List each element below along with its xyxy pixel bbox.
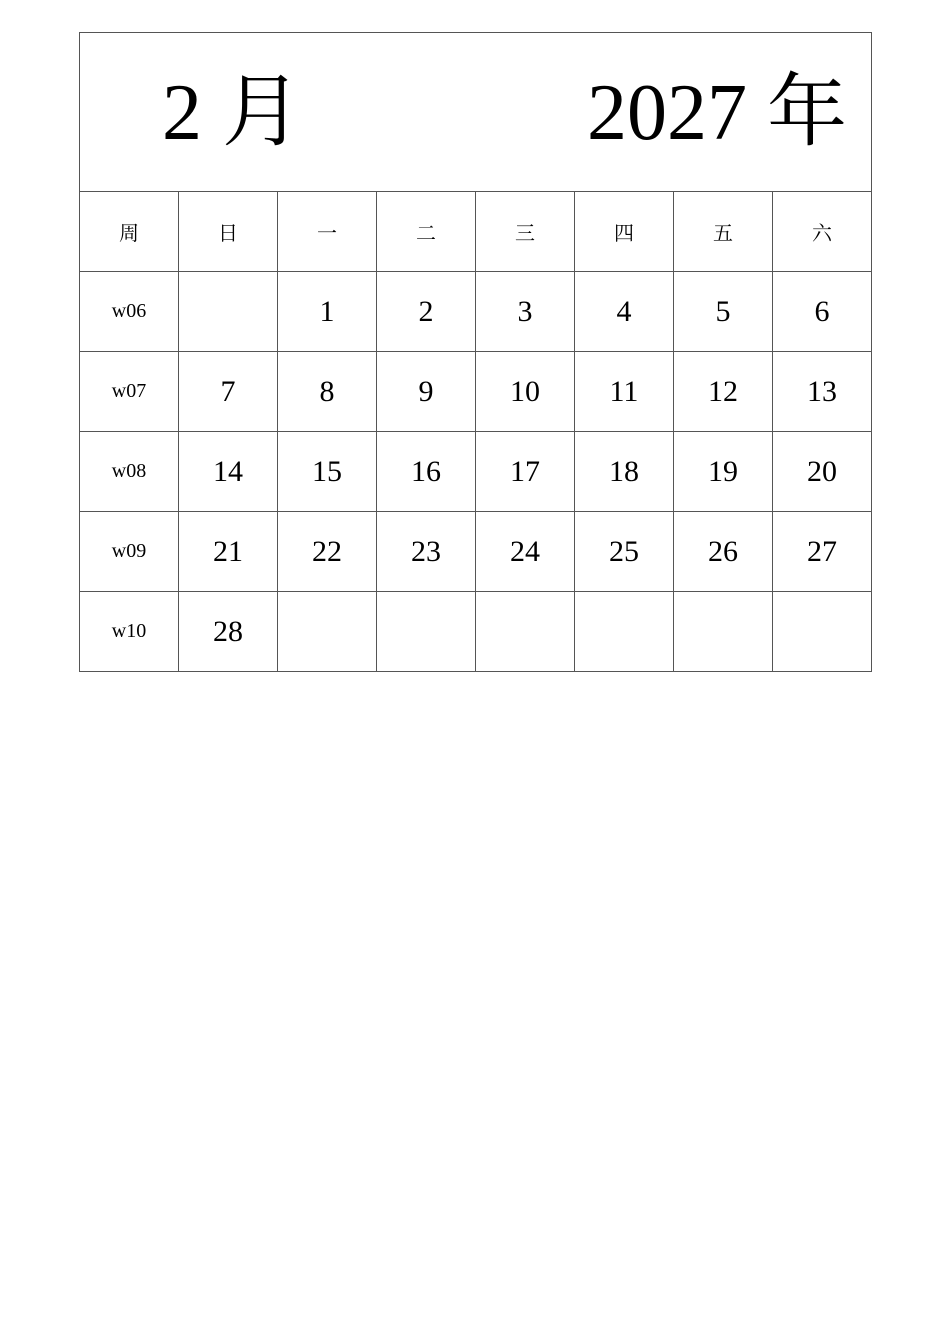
day-cell: 21	[179, 512, 278, 592]
day-cell: 1	[278, 272, 377, 352]
day-cell: 12	[674, 352, 773, 432]
day-cell: 8	[278, 352, 377, 432]
calendar-header	[80, 33, 872, 192]
day-cell	[476, 592, 575, 672]
day-cell: 14	[179, 432, 278, 512]
day-cell: 25	[575, 512, 674, 592]
day-cell: 10	[476, 352, 575, 432]
day-cell: 22	[278, 512, 377, 592]
day-cell: 9	[377, 352, 476, 432]
day-cell	[377, 592, 476, 672]
day-cell	[773, 592, 872, 672]
week-number: w08	[80, 432, 179, 512]
week-row	[80, 432, 872, 512]
day-cell: 5	[674, 272, 773, 352]
day-cell: 24	[476, 512, 575, 592]
day-cell: 19	[674, 432, 773, 512]
weekday-header-monday: 一	[278, 192, 377, 272]
day-cell: 26	[674, 512, 773, 592]
day-cell: 27	[773, 512, 872, 592]
weekday-header-tuesday: 二	[377, 192, 476, 272]
calendar-header-row	[80, 33, 872, 192]
day-cell: 2	[377, 272, 476, 352]
day-cell: 18	[575, 432, 674, 512]
calendar-table	[79, 32, 872, 672]
day-cell: 13	[773, 352, 872, 432]
day-cell: 11	[575, 352, 674, 432]
day-cell: 17	[476, 432, 575, 512]
day-cell	[674, 592, 773, 672]
day-cell	[179, 272, 278, 352]
weekday-header-friday: 五	[674, 192, 773, 272]
week-number: w10	[80, 592, 179, 672]
day-cell: 6	[773, 272, 872, 352]
day-cell: 3	[476, 272, 575, 352]
week-number: w06	[80, 272, 179, 352]
weekday-header-wednesday: 三	[476, 192, 575, 272]
week-row	[80, 592, 872, 672]
day-cell: 20	[773, 432, 872, 512]
day-cell	[278, 592, 377, 672]
week-row	[80, 352, 872, 432]
day-cell: 4	[575, 272, 674, 352]
day-cell: 28	[179, 592, 278, 672]
week-row	[80, 512, 872, 592]
day-cell: 16	[377, 432, 476, 512]
weekday-header-saturday: 六	[773, 192, 872, 272]
week-number: w07	[80, 352, 179, 432]
weekday-header-sunday: 日	[179, 192, 278, 272]
day-cell: 7	[179, 352, 278, 432]
week-number: w09	[80, 512, 179, 592]
week-row	[80, 272, 872, 352]
day-cell: 23	[377, 512, 476, 592]
weekday-header-row	[80, 192, 872, 272]
day-cell: 15	[278, 432, 377, 512]
month-title: 2 月	[162, 69, 302, 157]
day-cell	[575, 592, 674, 672]
weekday-header-thursday: 四	[575, 192, 674, 272]
year-title: 2027 年	[587, 69, 847, 157]
weekday-header-week: 周	[80, 192, 179, 272]
